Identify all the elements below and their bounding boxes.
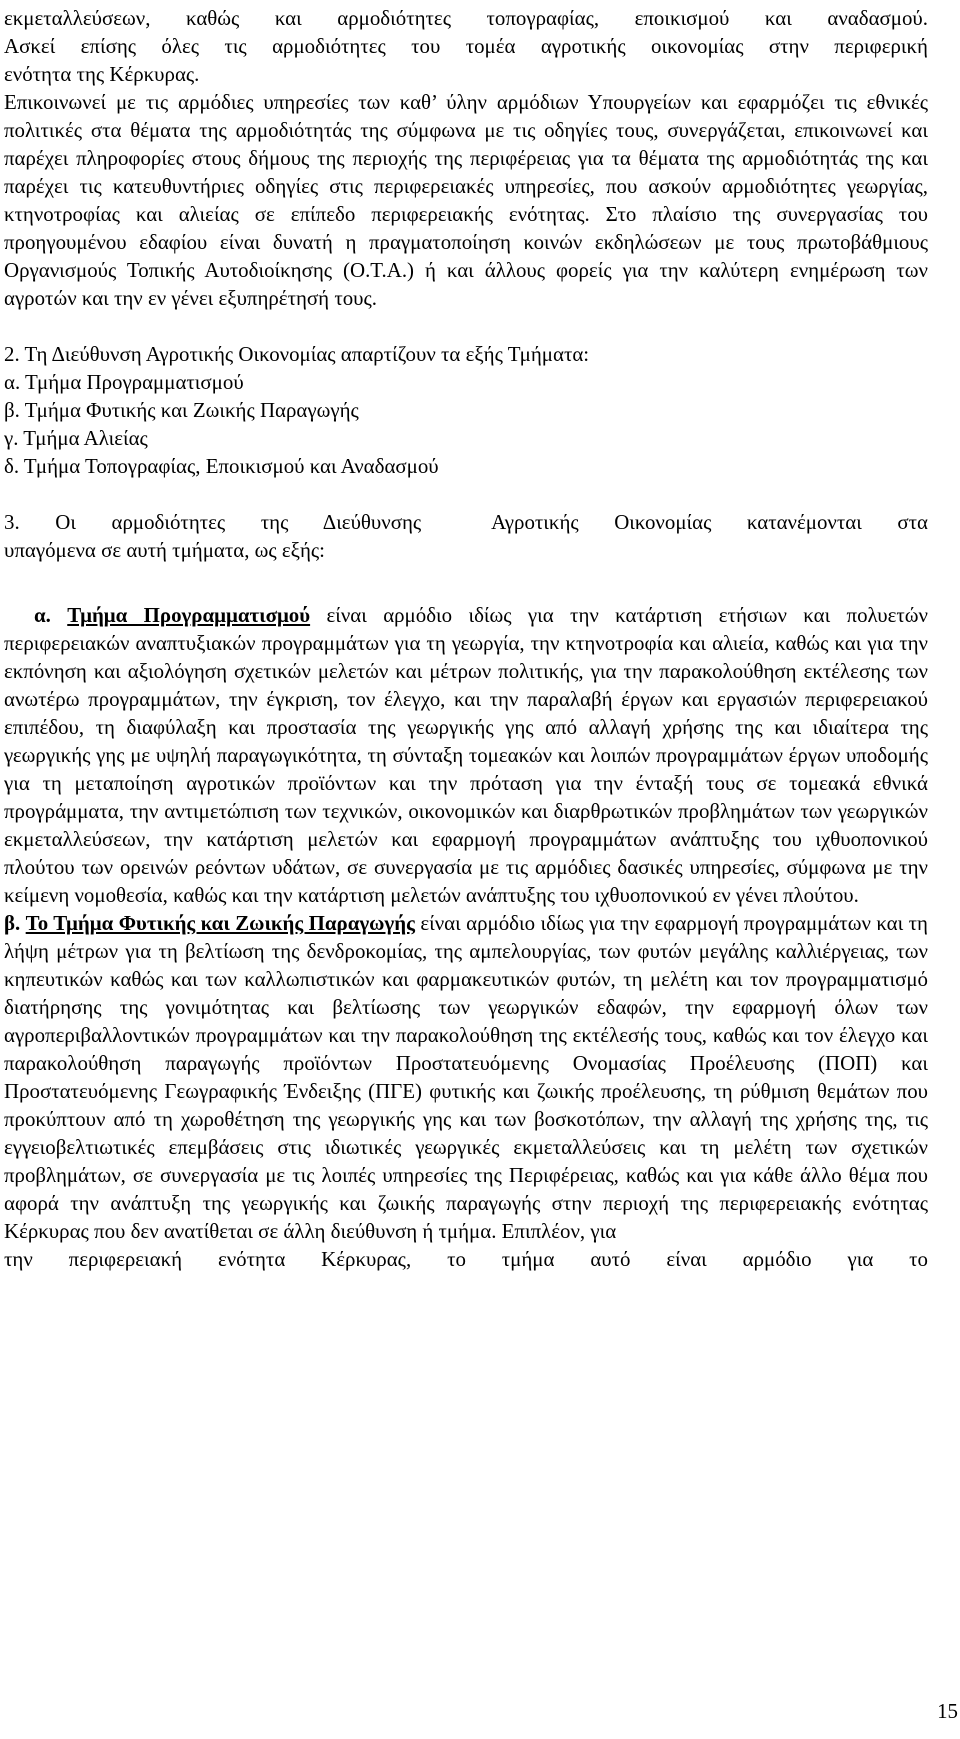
department-b-number: β. xyxy=(4,911,21,935)
intro-line-2: Ασκεί επίσης όλες τις αρμοδιότητες του τομέα αγροτικής οικονομίας στην περιφερική xyxy=(4,34,928,58)
section-3-line-1: 3. Οι αρμοδιότητες της Διεύθυνσης Αγροτικής Οικονομίας κατανέμονται στα xyxy=(4,510,928,534)
section-2 xyxy=(4,340,928,480)
department-b-title: Το Τμήμα Φυτικής και Ζωικής Παραγωγής xyxy=(25,911,415,935)
department-b-paragraph xyxy=(4,909,928,1273)
spacer xyxy=(4,480,928,508)
department-a-number: α. xyxy=(34,603,51,627)
department-a-text: είναι αρμόδιο ιδίως για την κατάρτιση ετήσιων και πολυετών περιφερειακών αναπτυξιακών προγραμμάτων για τη γεωργία, την κτηνοτροφία και αλιεία, καθώς και για την εκπόνηση και αξιολόγηση σχετικών μελετών και μέτρων πολιτικής, για την παρακολούθηση εκτέλεσης των ανωτέρω προγραμμάτων, την έγκριση, τον έλεγχο, και την παραλαβή έργων και εργασιών περιφερειακού επιπέδου, τη διαφύλαξη και προστασία της γεωργικής γης από αλλαγή χρήσης της και ιδιαίτερα της γεωργικής γης με υψηλή παραγωγικότητα, τη σύνταξη τομεακών και λοιπών προγραμμάτων έργων υποδομής για τη μεταποίηση αγροτικών προϊόντων και την πρόταση για την ένταξή τους σε τομεακά εθνικά προγράμματα, την αντιμετώπιση των τεχνικών, οικονομικών και διαρθρωτικών προβλημάτων των γεωργικών εκμεταλλεύσεων, την κατάρτιση μελετών και εφαρμογή προγραμμάτων ανάπτυξης του ιχθυοπονικού πλούτου των ορεινών ρεόντων υδάτων, σε συνεργασία με τις αρμόδιες δασικές υπηρεσίες, σύμφωνα με την κείμενη νομοθεσία, καθώς και την κατάρτιση μελετών ανάπτυξης του ιχθυοπονικού εν γένει πλούτου. xyxy=(4,603,928,907)
department-list-item-b: β. Τμήμα Φυτικής και Ζωικής Παραγωγής xyxy=(4,398,359,422)
department-a-paragraph xyxy=(4,601,928,909)
section-3 xyxy=(4,508,928,564)
intro-paragraph xyxy=(4,4,928,88)
department-b-text: είναι αρμόδιο ιδίως για την εφαρμογή προγραμμάτων και τη λήψη μέτρων για τη βελτίωση της δενδροκομίας, της αμπελουργίας, των φυτών μεγάλης καλλιέργειας, των κηπευτικών καθώς και των καλλωπιστικών και φαρμακευτικών φυτών, τη μελέτη και τον προγραμματισμό διατήρησης της γονιμότητας και βελτίωσης των γεωργικών εδαφών, την εφαρμογή όλων των αγροπεριβαλλοντικών προγραμμάτων και την παρακολούθηση της εκτέλεσής τους, καθώς και τον έλεγχο και παρακολούθηση παραγωγής προϊόντων Προστατευόμενης Ονομασίας Προέλευσης (ΠΟΠ) και Προστατευόμενης Γεωγραφικής Ένδειξης (ΠΓΕ) φυτικής και ζωικής προέλευσης, τη ρύθμιση θεμάτων που προκύπτουν από τη χωροθέτηση της γεωργικής γης και των βοσκοτόπων, την αλλαγή της χρήσης της, τις εγγειοβελτιωτικές επεμβάσεις στις ιδιωτικές γεωργικές εκμεταλλεύσεις και τη μελέτη των σχετικών προβλημάτων, σε συνεργασία με τις λοιπές υπηρεσίες της Περιφέρειας, καθώς και για κάθε άλλο θέμα που αφορά την ανάπτυξη της γεωργικής και ζωικής παραγωγής στην περιοχή της περιφερειακής ενότητας Κέρκυρας που δεν ανατίθεται σε άλλη διεύθυνση ή τμήμα. Επιπλέον, για xyxy=(4,911,928,1243)
page-number: 15 xyxy=(937,1699,958,1723)
section-3-line-2: υπαγόμενα σε αυτή τμήματα, ως εξής: xyxy=(4,538,325,562)
coordination-paragraph: Επικοινωνεί με τις αρμόδιες υπηρεσίες των καθ’ ύλην αρμόδιων Υπουργείων και εφαρμόζει τις εθνικές πολιτικές στα θέματα της αρμοδιότητάς της σύμφωνα με τις οδηγίες τους, συνεργάζεται, επικοινωνεί και παρέχει πληροφορίες στους δήμους της περιοχής της περιφέρειας για τα θέματα της αρμοδιότητάς της και παρέχει τις κατευθυντήριες οδηγίες στις περιφερειακές υπηρεσίες, που ασκούν αρμοδιότητες γεωργίας, κτηνοτροφίας και αλιείας σε επίπεδο περιφερειακής ενότητας. Στο πλαίσιο της συνεργασίας του προηγουμένου εδαφίου είναι δυνατή η πραγματοποίηση κοινών εκδηλώσεων με τους πρωτοβάθμιους Οργανισμούς Τοπικής Αυτοδιοίκησης (Ο.Τ.Α.) ή και άλλους φορείς για την καλύτερη ενημέρωση των αγροτών και την εν γένει εξυπηρέτησή τους. xyxy=(4,90,928,310)
intro-line-3: ενότητα της Κέρκυρας. xyxy=(4,62,200,86)
spacer xyxy=(4,312,928,340)
department-b-last-line: την περιφερειακή ενότητα Κέρκυρας, το τμήμα αυτό είναι αρμόδιο για το xyxy=(4,1247,928,1271)
section-2-heading: 2. Τη Διεύθυνση Αγροτικής Οικονομίας απαρτίζουν τα εξής Τμήματα: xyxy=(4,342,590,366)
department-list-item-c: γ. Τμήμα Αλιείας xyxy=(4,426,148,450)
department-list-item-a: α. Τμήμα Προγραμματισμού xyxy=(4,370,244,394)
document-page xyxy=(4,0,928,1273)
department-a-title: Τμήμα Προγραμματισμού xyxy=(67,603,311,627)
intro-line-1: εκμεταλλεύσεων, καθώς και αρμοδιότητες τοπογραφίας, εποικισμού και αναδασμού. xyxy=(4,6,928,30)
department-list-item-d: δ. Τμήμα Τοπογραφίας, Εποικισμού και Αναδασμού xyxy=(4,454,439,478)
spacer xyxy=(4,564,928,601)
